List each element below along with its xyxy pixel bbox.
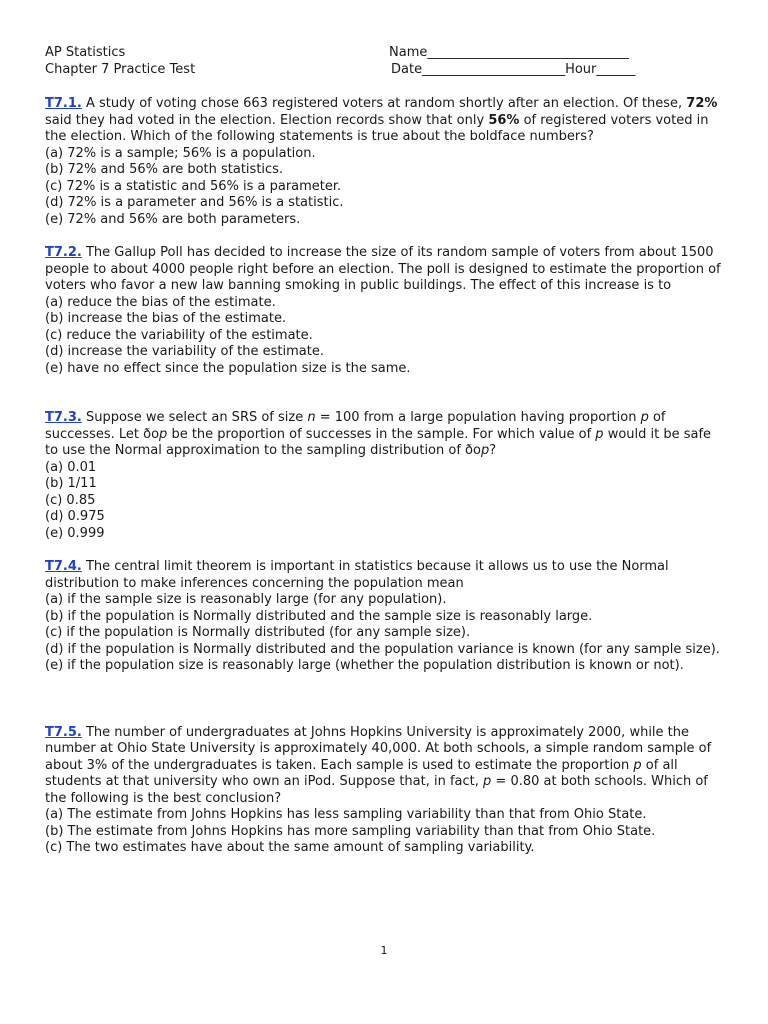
question-t7-3: [45, 410, 725, 542]
choice: (b) if the population is Normally distributed and the sample size is reasonably large.: [45, 608, 593, 624]
question-link[interactable]: T7.5.: [45, 724, 82, 740]
choice: (e) have no effect since the population size is the same.: [45, 360, 411, 376]
question-link[interactable]: T7.4.: [45, 559, 82, 574]
date-field: Date______________________: [391, 61, 566, 77]
choice: (e) 0.999: [45, 525, 105, 541]
hour-field: Hour______: [565, 61, 636, 77]
question-link[interactable]: T7.2.: [45, 245, 82, 260]
choice: (b) 1/11: [45, 476, 97, 491]
choice: (a) 0.01: [45, 459, 97, 475]
question-link[interactable]: T7.3.: [45, 410, 82, 425]
choice: (d) increase the variability of the estimate.: [45, 344, 324, 359]
choice: (b) increase the bias of the estimate.: [45, 311, 287, 326]
bold-number: 72%: [686, 96, 718, 111]
choice: (c) reduce the variability of the estimate.: [45, 327, 313, 343]
choice: (d) if the population is Normally distributed and the population variance is known (for any sample size).: [45, 641, 720, 657]
choice: (d) 0.975: [45, 509, 105, 524]
choice: (a) 72% is a sample; 56% is a population.: [45, 145, 316, 161]
choice: (b) The estimate from Johns Hopkins has more sampling variability than that from Ohio State.: [45, 823, 656, 839]
choice: (a) reduce the bias of the estimate.: [45, 294, 276, 310]
page-number: 1: [380, 944, 388, 957]
header-left: [45, 45, 195, 78]
question-t7-5: [45, 725, 725, 857]
document-page: [45, 45, 725, 857]
page-header: [45, 45, 725, 79]
choice: (c) 72% is a statistic and 56% is a parameter.: [45, 178, 342, 194]
question-stem: T7.3. Suppose we select an SRS of size n = 100 from a large population having proportion p of successes. Let ðop be the proportion of successes in the sample. For which value of p would it be safe to use the Normal approximation to the sampling distribution of ðop?: [45, 410, 712, 458]
choice: (e) 72% and 56% are both parameters.: [45, 211, 301, 227]
question-t7-1: [45, 96, 725, 228]
question-link[interactable]: T7.1.: [45, 96, 82, 111]
question-t7-2: [45, 245, 725, 377]
choice: (c) The two estimates have about the same amount of sampling variability.: [45, 840, 535, 855]
question-stem: T7.1. A study of voting chose 663 registered voters at random shortly after an election. Of these, 72% said they had voted in the election. Election records show that only 56% of registered voters voted in the election. Which of the following statements is true about the boldface numbers?: [45, 96, 718, 144]
header-right: [389, 45, 635, 78]
choice: (a) if the sample size is reasonably large (for any population).: [45, 592, 447, 607]
question-stem: T7.2. The Gallup Poll has decided to increase the size of its random sample of voters from about 1500 people to about 4000 people right before an election. The poll is designed to estimate the proportion of voters who favor a new law banning smoking in public buildings. The effect of this increase is to: [45, 245, 721, 293]
choice: (e) if the population size is reasonably large (whether the population distribution is known or not).: [45, 658, 684, 673]
question-stem: T7.4. The central limit theorem is important in statistics because it allows us to use the Normal distribution to make inferences concerning the population mean: [45, 559, 669, 591]
test-title: Chapter 7 Practice Test: [45, 61, 196, 77]
question-t7-4: [45, 559, 725, 675]
bold-number: 56%: [488, 112, 520, 128]
date-hour-line: [389, 62, 635, 79]
question-stem: T7.5. The number of undergraduates at Johns Hopkins University is approximately 2000, while the number at Ohio State University is approximately 40,000. At both schools, a simple random sample of about 3% of the undergraduates is taken. Each sample is used to estimate the proportion p of all students at that university who own an iPod. Suppose that, in fact, p = 0.80 at both schools. Which of the following is the best conclusion?: [45, 724, 712, 806]
choice: (c) 0.85: [45, 492, 96, 508]
choice: (b) 72% and 56% are both statistics.: [45, 162, 284, 177]
choice: (a) The estimate from Johns Hopkins has less sampling variability than that from Ohio State.: [45, 807, 647, 822]
name-field: Name_______________________________: [389, 45, 629, 60]
course-title: AP Statistics: [45, 45, 126, 60]
choice: (c) if the population is Normally distributed (for any sample size).: [45, 625, 471, 640]
choice: (d) 72% is a parameter and 56% is a statistic.: [45, 195, 344, 210]
